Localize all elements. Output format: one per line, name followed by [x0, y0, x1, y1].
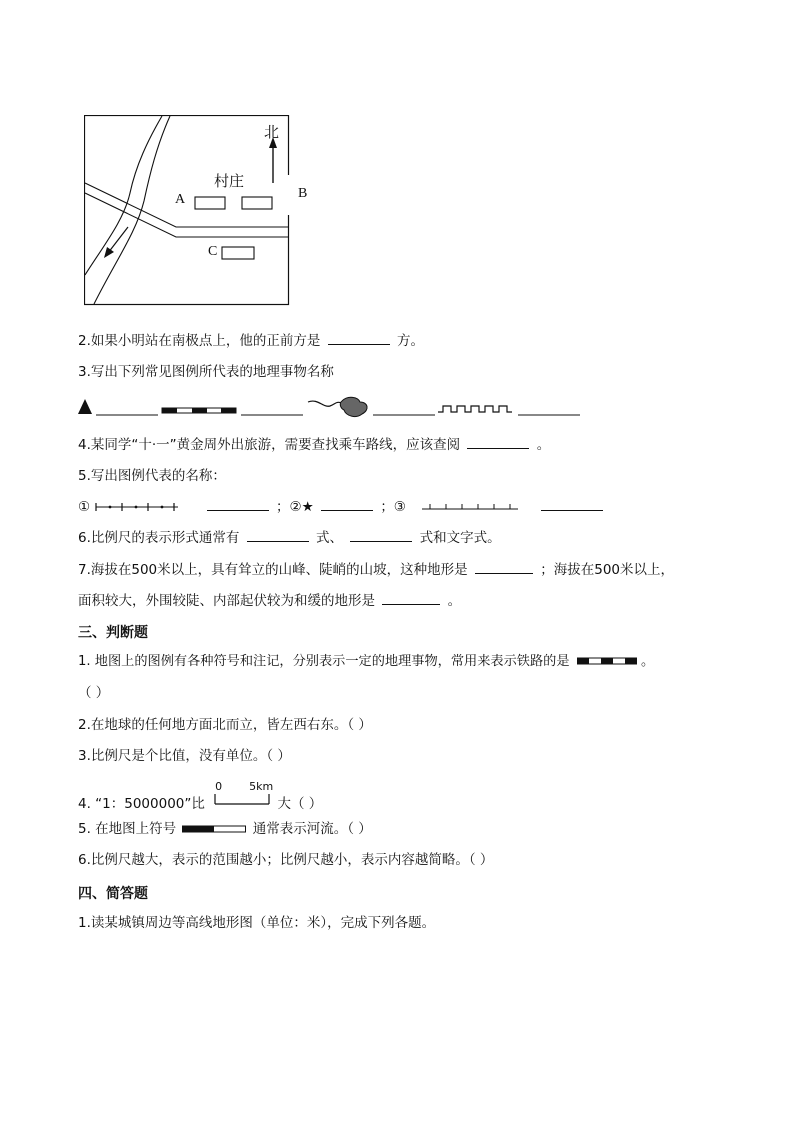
question-7-line-1: [78, 561, 674, 579]
label-a: A: [175, 192, 186, 207]
q5-text: 5.写出图例代表的名称：: [78, 468, 226, 484]
question-3: [78, 363, 334, 381]
q2-text: 2.如果小明站在南极点上，他的正前方是: [78, 333, 321, 349]
question-6: [78, 529, 501, 547]
great-wall-icon: [438, 406, 512, 412]
q7-line2: 面积较大，外围较陡、内部起伏较为和缓的地形是: [78, 593, 375, 609]
q2-blank[interactable]: [328, 332, 390, 345]
question-7-line-2: [78, 592, 461, 610]
q4-text: 4.某同学“十·一”黄金周外出旅游，需要查找乘车路线，应该查阅: [78, 437, 461, 453]
q6-mid: 式、: [315, 530, 343, 546]
section-3-heading: 三、判断题: [78, 625, 148, 641]
railway-tick-icon: [422, 501, 518, 513]
scale-zero-label: 0: [215, 780, 223, 793]
q4-blank[interactable]: [467, 436, 529, 449]
railway-symbol-icon: [162, 408, 236, 413]
village-label: 村庄: [214, 172, 245, 190]
q7-blank-1[interactable]: [475, 561, 533, 574]
q6-blank-1[interactable]: [247, 529, 309, 542]
railway-symbol-icon: [577, 656, 637, 666]
q6-blank-2[interactable]: [350, 529, 412, 542]
peak-triangle-icon: [78, 399, 92, 414]
judgement-q6: 6.比例尺越大，表示的范围越小；比例尺越小，表示内容越简略。（ ）: [78, 852, 494, 868]
q5-sep-1: ；②★: [276, 499, 314, 515]
map-drawing: [84, 115, 290, 307]
question-4: [78, 436, 550, 454]
judgement-q3: 3.比例尺是个比值，没有单位。（ ）: [78, 748, 291, 764]
scale-km-label: 5km: [249, 780, 274, 793]
jq5-suffix: 通常表示河流。（ ）: [252, 821, 372, 837]
judgement-q1-paren: （ ）: [78, 685, 110, 701]
q5-sep-2: ；③: [380, 499, 406, 515]
border-line-icon: [94, 501, 180, 513]
question-5-symbols: [78, 498, 603, 516]
q2-suffix: 方。: [396, 333, 424, 349]
judgement-q1: [78, 653, 654, 671]
q5-blank-2[interactable]: [321, 498, 373, 511]
question-5: [78, 467, 226, 485]
label-b: B: [298, 186, 308, 201]
q6-text: 6.比例尺的表示形式通常有: [78, 530, 240, 546]
legend-symbols-row: [78, 394, 598, 420]
railway-two-tone-icon: [182, 824, 246, 834]
q6-suffix: 式和文字式。: [419, 530, 501, 546]
q7-text: 7.海拔在500米以上，具有耸立的山峰、陡峭的山坡，这种地形是: [78, 562, 468, 578]
question-2: [78, 332, 424, 350]
jq4-suffix: 大（ ）: [277, 796, 323, 812]
judgement-q2: 2.在地球的任何地方面北而立，皆左西右东。（ ）: [78, 717, 372, 733]
lake-river-icon: [308, 397, 367, 416]
map-figure: [84, 115, 308, 307]
q7-mid: ；海拔在500米以上，: [540, 562, 675, 578]
q5-blank-1[interactable]: [207, 498, 269, 511]
line-scale-icon: [209, 780, 274, 812]
jq5-prefix: 5. 在地图上符号: [78, 821, 177, 837]
jq1-text: 1. 地图上的图例有各种符号和注记，分别表示一定的地理事物，常用来表示铁路的是: [78, 654, 570, 669]
jq4-prefix: 4. “1：5000000”比: [78, 796, 205, 812]
judgement-q5: [78, 820, 372, 838]
q5-blank-3[interactable]: [541, 498, 603, 511]
north-label: 北: [264, 123, 280, 141]
label-c: C: [208, 244, 218, 259]
jq1-suffix: 。: [640, 654, 655, 669]
circled-number-1: ①: [78, 499, 91, 515]
section-4-heading: 四、简答题: [78, 886, 148, 902]
q7-blank-2[interactable]: [382, 592, 440, 605]
short-answer-q1: 1.读某城镇周边等高线地形图（单位：米），完成下列各题。: [78, 915, 436, 931]
q3-text: 3.写出下列常见图例所代表的地理事物名称: [78, 364, 334, 380]
q7-suffix: 。: [447, 593, 462, 609]
judgement-q4: [78, 780, 323, 813]
q4-suffix: 。: [536, 437, 551, 453]
